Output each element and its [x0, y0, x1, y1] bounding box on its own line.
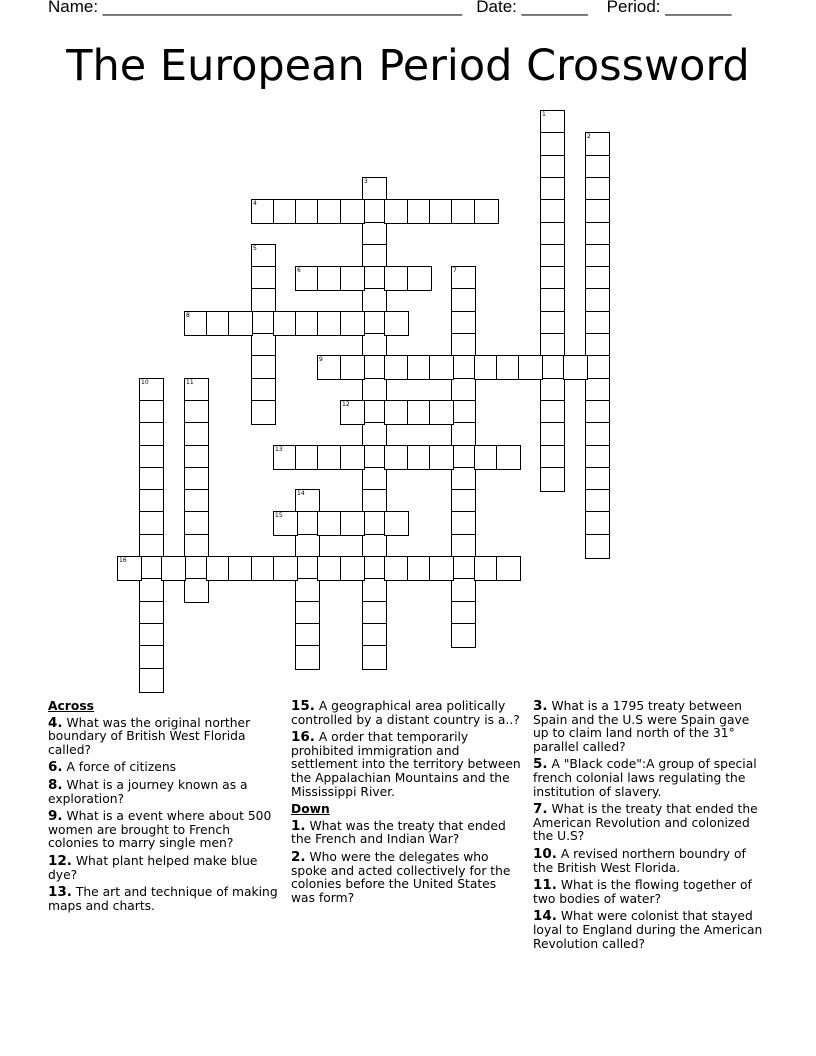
crossword-cell[interactable]	[451, 511, 476, 536]
crossword-cell[interactable]	[251, 355, 276, 380]
clue-column-3	[533, 700, 765, 955]
clue-text: What is the flowing together of two bodies of water?	[533, 878, 752, 906]
crossword-cell[interactable]	[451, 199, 476, 224]
crossword-cell[interactable]	[139, 422, 164, 447]
student-info-line: Name: ______________________________________ Date: _______ Period: _______	[48, 0, 732, 16]
crossword-cell[interactable]	[451, 422, 476, 447]
crossword-cell[interactable]	[384, 400, 409, 425]
crossword-cell[interactable]	[451, 288, 476, 313]
clue-item	[291, 731, 523, 799]
clue-number: 13.	[48, 884, 72, 901]
clue-text: What was the treaty that ended the French and Indian War?	[291, 818, 506, 847]
clue-text: What is a journey known as a exploration?	[48, 777, 248, 806]
clue-item	[48, 810, 280, 851]
clue-item	[48, 761, 280, 775]
crossword-cell[interactable]	[518, 355, 543, 380]
crossword-cell[interactable]	[384, 199, 409, 224]
clue-number-label: 16	[119, 557, 127, 564]
clue-number-label: 15	[275, 512, 283, 519]
clue-number: 2.	[291, 848, 306, 865]
clue-text: What plant helped make blue dye?	[48, 853, 258, 882]
crossword-cell[interactable]	[540, 288, 565, 313]
clue-text: Who were the delegates who spoke and acted collectively for the colonies before the United States was form?	[291, 849, 511, 905]
clue-number: 1.	[291, 817, 306, 834]
clue-item	[291, 848, 523, 905]
crossword-cell[interactable]	[540, 467, 565, 492]
clue-number: 8.	[48, 776, 63, 793]
clue-text: A "Black code":A group of special french colonial laws regulating the institution of slavery.	[533, 757, 757, 799]
clue-number-label: 2	[587, 133, 591, 140]
crossword-cell[interactable]	[273, 556, 298, 581]
crossword-cell[interactable]	[362, 422, 387, 447]
crossword-cell[interactable]	[317, 355, 342, 380]
across-heading: Across	[48, 699, 94, 713]
clue-text: A order that temporarily prohibited immigration and settlement into the territory between the Appalachian Mountains and the Mississippi River.	[291, 730, 521, 799]
crossword-cell[interactable]	[362, 645, 387, 670]
clue-number: 3.	[533, 698, 548, 714]
clue-text: What were colonist that stayed loyal to England during the American Revolution called?	[533, 909, 763, 951]
crossword-cell[interactable]	[273, 511, 298, 536]
crossword-cell[interactable]	[496, 556, 521, 581]
clue-item	[291, 817, 523, 847]
clue-number-label: 4	[253, 200, 257, 207]
crossword-cell[interactable]	[585, 534, 610, 559]
crossword-cell[interactable]	[139, 668, 164, 693]
crossword-cell[interactable]	[384, 266, 409, 291]
clue-number-label: 14	[297, 490, 305, 497]
page-title: The European Period Crossword	[66, 41, 750, 91]
crossword-cell[interactable]	[585, 422, 610, 447]
crossword-cell[interactable]	[429, 355, 454, 380]
crossword-cell[interactable]	[340, 556, 365, 581]
clue-item	[533, 879, 765, 906]
crossword-cell[interactable]	[161, 556, 186, 581]
clue-number-label: 10	[141, 379, 149, 386]
crossword-cell[interactable]	[340, 355, 365, 380]
crossword-cell[interactable]	[451, 355, 476, 380]
crossword-cell[interactable]	[563, 355, 588, 380]
clue-number: 15.	[291, 698, 315, 714]
crossword-cell[interactable]	[317, 199, 342, 224]
clue-text: What is the treaty that ended the American Revolution and colonized the U.S?	[533, 802, 758, 844]
crossword-cell[interactable]	[139, 578, 164, 603]
crossword-cell[interactable]	[585, 132, 610, 157]
clue-number: 4.	[48, 714, 63, 731]
crossword-cell[interactable]	[474, 199, 499, 224]
crossword-cell[interactable]	[429, 400, 454, 425]
crossword-cell[interactable]	[251, 288, 276, 313]
clue-text: What was the original norther boundary of British West Florida called?	[48, 715, 251, 757]
crossword-cell[interactable]	[384, 556, 409, 581]
crossword-cell[interactable]	[407, 266, 432, 291]
clue-text: What is a event where about 500 women are brought to French colonies to marry single men?	[48, 809, 272, 851]
clue-number: 5.	[533, 756, 548, 773]
clue-number: 12.	[48, 852, 72, 869]
crossword-cell[interactable]	[340, 199, 365, 224]
crossword-cell[interactable]	[540, 199, 565, 224]
clue-number: 14.	[533, 908, 557, 925]
clue-text: The art and technique of making maps and charts.	[48, 885, 278, 913]
crossword-cell[interactable]	[585, 199, 610, 224]
crossword-cell[interactable]	[317, 511, 342, 536]
crossword-cell[interactable]	[340, 445, 365, 470]
crossword-cell[interactable]	[540, 132, 565, 157]
clue-item	[48, 852, 280, 882]
clue-number: 7.	[533, 801, 548, 818]
crossword-cell[interactable]	[362, 288, 387, 313]
clue-number-label: 1	[542, 111, 546, 118]
clue-item	[533, 700, 765, 754]
clue-number-label: 12	[342, 401, 350, 408]
crossword-cell[interactable]	[340, 400, 365, 425]
clue-number-label: 5	[253, 245, 257, 252]
crossword-cell[interactable]	[317, 445, 342, 470]
crossword-cell[interactable]	[184, 511, 209, 536]
crossword-cell[interactable]	[362, 578, 387, 603]
clue-number: 6.	[48, 759, 63, 776]
crossword-cell[interactable]	[540, 422, 565, 447]
crossword-cell[interactable]	[451, 578, 476, 603]
crossword-cell[interactable]	[585, 355, 610, 380]
crossword-cell[interactable]	[384, 511, 409, 536]
clue-number-label: 9	[319, 356, 323, 363]
clue-number-label: 6	[297, 267, 301, 274]
clue-number-label: 3	[364, 178, 368, 185]
clue-item	[48, 714, 280, 758]
clue-text: A revised northern boundry of the British West Florida.	[533, 846, 746, 875]
crossword-cell[interactable]	[340, 266, 365, 291]
clue-item	[533, 910, 765, 951]
clue-number-label: 13	[275, 446, 283, 453]
crossword-cell[interactable]	[228, 556, 253, 581]
crossword-cell[interactable]	[117, 556, 142, 581]
crossword-cell[interactable]	[585, 288, 610, 313]
clue-number-label: 11	[186, 379, 194, 386]
clue-number: 9.	[48, 808, 63, 825]
crossword-cell[interactable]	[496, 445, 521, 470]
clue-number: 16.	[291, 729, 315, 746]
crossword-cell[interactable]	[384, 355, 409, 380]
crossword-cell[interactable]	[184, 578, 209, 603]
clue-column-1	[48, 700, 280, 917]
clue-column-2	[291, 700, 523, 909]
crossword-cell[interactable]	[228, 311, 253, 336]
clue-text: A geographical area politically controlled by a distant country is a..?	[291, 699, 520, 727]
crossword-cell[interactable]	[184, 422, 209, 447]
crossword-cell[interactable]	[317, 556, 342, 581]
clue-item	[291, 700, 523, 727]
clue-item	[533, 758, 765, 799]
crossword-cell[interactable]	[384, 445, 409, 470]
crossword-cell[interactable]	[139, 511, 164, 536]
crossword-cell[interactable]	[451, 623, 476, 648]
clue-item	[533, 845, 765, 875]
clue-text: A force of citizens	[66, 760, 177, 775]
clue-item	[48, 776, 280, 806]
crossword-cell[interactable]	[384, 311, 409, 336]
crossword-cell[interactable]	[295, 578, 320, 603]
crossword-cell[interactable]	[317, 311, 342, 336]
clue-item	[48, 886, 280, 913]
crossword-cell[interactable]	[340, 311, 365, 336]
crossword-cell[interactable]	[317, 266, 342, 291]
crossword-cell[interactable]	[429, 445, 454, 470]
crossword-cell[interactable]	[251, 400, 276, 425]
clue-number-label: 7	[453, 267, 457, 274]
clue-number-label: 8	[186, 312, 190, 319]
crossword-cell[interactable]	[340, 511, 365, 536]
down-heading: Down	[291, 802, 330, 817]
clue-number: 10.	[533, 845, 557, 862]
crossword-cell[interactable]	[429, 556, 454, 581]
crossword-cell[interactable]	[295, 645, 320, 670]
crossword-cell[interactable]	[585, 511, 610, 536]
clue-item	[533, 803, 765, 844]
crossword-cell[interactable]	[139, 645, 164, 670]
clue-text: What is a 1795 treaty between Spain and the U.S were Spain gave up to claim land north of the 31° parallel called?	[533, 699, 750, 754]
crossword-cell[interactable]	[540, 355, 565, 380]
clue-number: 11.	[533, 877, 557, 894]
